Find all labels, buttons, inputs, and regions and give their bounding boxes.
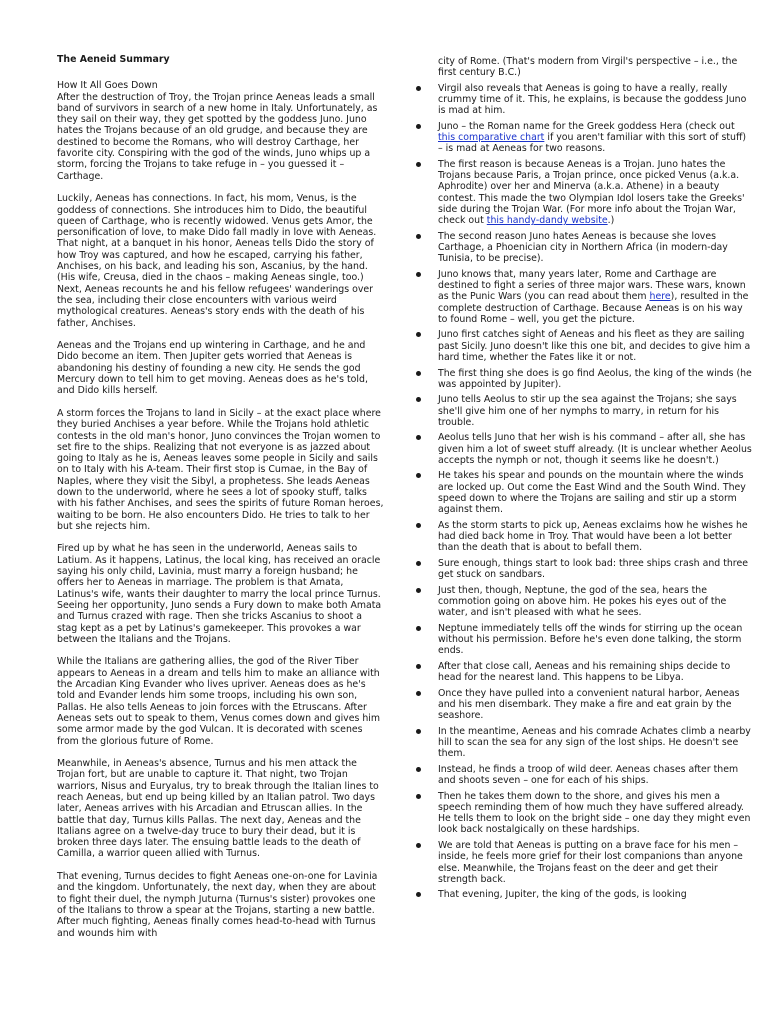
summary-bullet-list bbox=[416, 83, 752, 901]
bullet-text: After that close call, Aeneas and his remaining ships decide to head for the nearest land. This happens to be Libya. bbox=[438, 660, 731, 684]
summary-paragraph: Meanwhile, in Aeneas's absence, Turnus and his men attack the Trojan fort, but are unable to capture it. That night, two Trojan warriors, Nisus and Euryalus, try to break through the Italian lines to reach Aeneas, but end up being killed by an Italian patrol. Two days later, Aeneas arrives with his Arcadian and Etruscan allies. In the battle that day, Turnus kills Pallas. The next day, Aeneas and the Italians agree on a twelve-day truce to bury their dead, but it is broken three days later. The ensuing battle leads to the death of Camilla, a warrior queen allied with Turnus. bbox=[57, 758, 379, 860]
bullet-icon bbox=[416, 332, 421, 337]
bullet-text: Juno knows that, many years later, Rome and Carthage are destined to fight a series of three major wars. These wars, known as the Punic Wars (you can read about them bbox=[438, 268, 746, 303]
bullet-text: if you aren't familiar with this sort of stuff) – is mad at Aeneas for two reasons. bbox=[438, 131, 747, 155]
document-title: The Aeneid Summary bbox=[57, 54, 170, 65]
section-subtitle: How It All Goes Down bbox=[57, 80, 158, 92]
comparative-chart-link[interactable]: this comparative chart bbox=[438, 131, 545, 143]
bullet-icon bbox=[416, 162, 421, 167]
punic-wars-link[interactable]: here bbox=[649, 291, 671, 303]
trojan-war-website-link[interactable]: this handy-dandy website bbox=[486, 215, 608, 227]
bullet-text: Then he takes them down to the shore, and gives his men a speech reminding them of how much they have suffered already. He tells them to look on the bright side – one day they might even look back nostalgically on these hardships. bbox=[438, 790, 751, 836]
summary-paragraph: While the Italians are gathering allies, the god of the River Tiber appears to Aeneas in a dream and tells him to make an alliance with the Arcadian King Evander who lives upriver. Aeneas does as he's told and Evander lends him some troops, including his own son, Pallas. He also tells Aeneas to join forces with the Etruscans. After Aeneas sets out to speak to them, Venus comes down and gives him some armor made by the god Vulcan. It is decorated with scenes from the glorious future of Rome. bbox=[57, 656, 381, 747]
bullet-icon bbox=[416, 435, 421, 440]
list-item bbox=[416, 623, 752, 657]
bullet-icon bbox=[416, 588, 421, 593]
bullet-text: He takes his spear and pounds on the mountain where the winds are locked up. Out come the East Wind and the South Wind. They speed down to where the Trojans are sailing and stir up a storm against them. bbox=[438, 470, 746, 516]
bullet-icon bbox=[416, 523, 421, 528]
bullet-text: We are told that Aeneas is putting on a brave face for his men – inside, he feels more grief for their lost companions than anyone else. Meanwhile, the Trojans feast on the deer and get their strength back. bbox=[438, 839, 743, 885]
bullet-icon bbox=[416, 86, 421, 91]
summary-paragraph: Aeneas and the Trojans end up wintering in Carthage, and he and Dido become an item. Then Jupiter gets worried that Aeneas is abandoning his destiny of founding a new city. He sends the god Mercury down to tell him to get moving. Aeneas does as he's told, and Dido kills herself. bbox=[57, 340, 368, 397]
list-item bbox=[416, 470, 752, 515]
summary-paragraph: After the destruction of Troy, the Trojan prince Aeneas leads a small band of survivors in search of a new home in Italy. Unfortunately, as they sail on their way, they get spotted by the goddess Juno. Juno hates the Trojans because of an old grudge, and because they are destined to become the Romans, who will destroy Carthage, her favorite city. Conspiring with the god of the winds, Juno whips up a storm, forcing the Trojans to take refuge in – you guessed it – Carthage. bbox=[57, 91, 378, 182]
summary-paragraph: Fired up by what he has seen in the underworld, Aeneas sails to Latium. As it happens, Latinus, the local king, has received an oracle saying his only child, Lavinia, must marry a foreign husband; he offers her to Aeneas in marriage. The problem is that Amata, Latinus's wife, wants their daughter to marry the local prince Turnus. Seeing her opportunity, Juno sends a Fury down to make both Amata and Turnus crazed with rage. Then she tricks Ascanius to shoot a stag kept as a pet by Latinus's gamekeeper. This provokes a war between the Italians and the Trojans. bbox=[57, 543, 382, 645]
bullet-text: As the storm starts to pick up, Aeneas exclaims how he wishes he had died back home in Troy. That would have been a lot better than the death that is about to befall them. bbox=[438, 519, 748, 554]
bullet-text: .) bbox=[607, 215, 615, 227]
bullet-icon bbox=[416, 561, 421, 566]
list-item bbox=[416, 520, 752, 554]
list-item bbox=[416, 726, 752, 760]
list-item bbox=[416, 791, 752, 836]
list-item bbox=[416, 764, 752, 787]
list-item bbox=[416, 688, 752, 722]
bullet-icon bbox=[416, 371, 421, 376]
bullet-text: In the meantime, Aeneas and his comrade Achates climb a nearby hill to scan the sea for any sign of the lost ships. He doesn't see them. bbox=[438, 725, 751, 760]
bullet-text: Juno – the Roman name for the Greek goddess Hera (check out bbox=[438, 120, 735, 132]
list-item bbox=[416, 121, 752, 155]
bullet-text: That evening, Jupiter, the king of the gods, is looking bbox=[438, 889, 687, 901]
bullet-text: Just then, though, Neptune, the god of the sea, hears the commotion going on above him. He pokes his eyes out of the water, and isn't pleased with what he sees. bbox=[438, 584, 727, 619]
bullet-text: Virgil also reveals that Aeneas is going to have a really, really crummy time of it. This, he explains, is because the goddess Juno is mad at him. bbox=[438, 82, 747, 117]
bullet-icon bbox=[416, 843, 421, 848]
summary-paragraph: Luckily, Aeneas has connections. In fact, his mom, Venus, is the goddess of connections. She introduces him to Dido, the beautiful queen of Carthage, who is recently widowed. Venus gets Amor, the personification of love, to make Dido fall madly in love with Aeneas. That night, at a banquet in his honor, Aeneas tells Dido the story of how Troy was captured, and how he escaped, carrying his father, Anchises, on his back, and leading his son, Ascanius, by the hand. (His wife, Creusa, died in the chaos – making Aeneas single, too.) Next, Aeneas recounts he and his fellow refugees' wanderings over the sea, including their close encounters with various weird mythological creatures. Aeneas's story ends with the death of his father, Anchises. bbox=[57, 193, 377, 329]
bullet-text: Sure enough, things start to look bad: three ships crash and three get stuck on sandbars. bbox=[438, 557, 748, 581]
bullet-text: Juno tells Aeolus to stir up the sea against the Trojans; she says she'll give him one of her nymphs to marry, in return for his trouble. bbox=[438, 394, 737, 428]
bullet-icon bbox=[416, 664, 421, 669]
bullet-icon bbox=[416, 272, 421, 277]
bullet-text: Juno first catches sight of Aeneas and his fleet as they are sailing past Sicily. Juno doesn't like this one bit, and decides to give him a hard time, whether the Fates like it or not. bbox=[438, 329, 751, 364]
list-item bbox=[416, 889, 752, 900]
bullet-text: Once they have pulled into a convenient natural harbor, Aeneas and his men disembark. They make a fire and eat grain by the seashore. bbox=[438, 687, 740, 722]
bullet-text: The second reason Juno hates Aeneas is because she loves Carthage, a Phoenician city in Northern Africa (in modern-day Tunisia, to be precise). bbox=[438, 230, 728, 265]
bullet-icon bbox=[416, 794, 421, 799]
list-item bbox=[416, 231, 752, 265]
list-item bbox=[416, 269, 752, 325]
list-item bbox=[416, 432, 752, 466]
list-item bbox=[416, 329, 752, 363]
bullet-icon bbox=[416, 767, 421, 772]
right-column bbox=[416, 56, 752, 905]
continuation-text: city of Rome. (That's modern from Virgil's perspective – i.e., the first century B.C.) bbox=[438, 56, 738, 79]
bullet-icon bbox=[416, 892, 421, 897]
bullet-text: The first reason is because Aeneas is a Trojan. Juno hates the Trojans because Paris, a Trojan prince, once picked Venus (a.k.a. Aphrodite) over her and Minerva (a.k.a. Athene) in a beauty contest. This made the two Olympian Idol losers take the Greeks' side during the Trojan War. (For more info about the Trojan War, check out bbox=[438, 158, 745, 227]
list-item bbox=[416, 159, 752, 227]
list-item bbox=[416, 585, 752, 619]
bullet-icon bbox=[416, 234, 421, 239]
list-item bbox=[416, 661, 752, 684]
bullet-text: Neptune immediately tells off the winds for stirring up the ocean without his permission. Before he's even done talking, the storm ends. bbox=[438, 622, 743, 657]
bullet-icon bbox=[416, 397, 421, 402]
list-item bbox=[416, 368, 752, 391]
list-item bbox=[416, 83, 752, 117]
summary-paragraph: A storm forces the Trojans to land in Sicily – at the exact place where they buried Anchises a year before. While the Trojans hold athletic contests in the old man's honor, Juno convinces the Trojan women to set fire to the ships. Realizing that not everyone is as jazzed about going to Italy as he is, Aeneas leaves some people in Sicily and sails on to Italy with his A-team. Their first stop is Cumae, in the Bay of Naples, where they visit the Sibyl, a prophetess. She leads Aeneas down to the underworld, where he sees a lot of spooky stuff, talks with his father Anchises, and sees the spirits of future Roman heroes, waiting to be born. He also encounters Dido. He tries to talk to her but she rejects him. bbox=[57, 407, 384, 532]
list-item bbox=[416, 840, 752, 885]
list-item bbox=[416, 394, 752, 428]
bullet-icon bbox=[416, 473, 421, 478]
bullet-text: ), resulted in the complete destruction of Carthage. Because Aeneas is on his way to found Rome – well, you get the picture. bbox=[438, 291, 749, 325]
list-item bbox=[416, 558, 752, 581]
summary-paragraph: That evening, Turnus decides to fight Aeneas one-on-one for Lavinia and the kingdom. Unfortunately, the next day, when they are about to fight their duel, the nymph Juturna (Turnus's sister) provokes one of the Italians to throw a spear at the Trojans, starting a new battle. After much fighting, Aeneas finally comes head-to-head with Turnus and wounds him with bbox=[57, 871, 378, 939]
bullet-icon bbox=[416, 124, 421, 129]
bullet-icon bbox=[416, 729, 421, 734]
bullet-icon bbox=[416, 626, 421, 631]
bullet-text: The first thing she does is go find Aeolus, the king of the winds (he was appointed by Jupiter). bbox=[438, 367, 752, 390]
bullet-text: Instead, he finds a troop of wild deer. Aeneas chases after them and shoots seven – one for each of his ships. bbox=[438, 763, 739, 787]
left-column bbox=[57, 54, 385, 950]
bullet-text: Aeolus tells Juno that her wish is his command – after all, she has given him a lot of sweet stuff already. (It is unclear whether Aeolus accepts the nymph or not, though it seems like he doesn't.) bbox=[438, 432, 752, 466]
bullet-icon bbox=[416, 691, 421, 696]
